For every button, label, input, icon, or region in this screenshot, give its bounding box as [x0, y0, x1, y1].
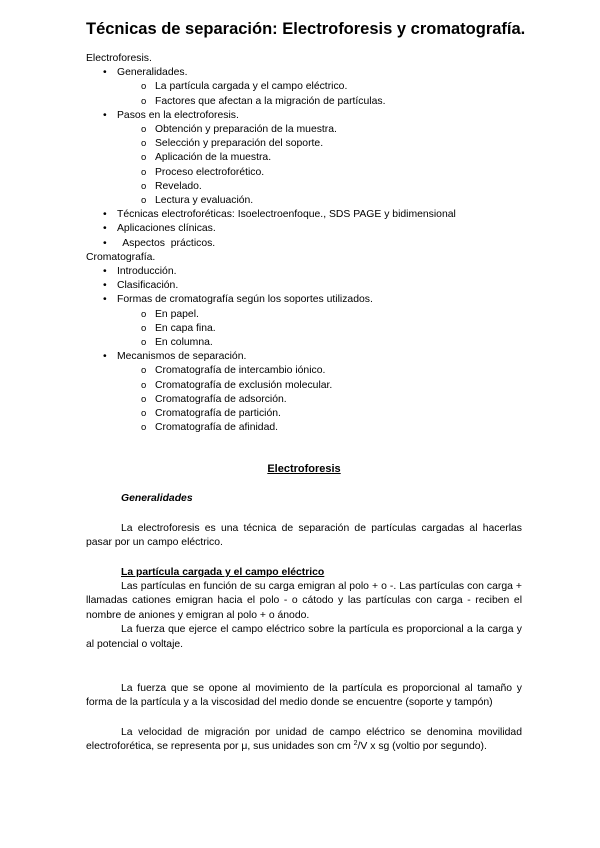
- toc-subitem: o La partícula cargada y el campo eléctrico.: [86, 80, 546, 94]
- toc-subitem: o Factores que afectan a la migración de partículas.: [86, 95, 546, 109]
- toc-subitem: o En capa fina.: [86, 322, 546, 336]
- toc-item: • Generalidades.: [86, 66, 546, 80]
- paragraph-text: /V x sg (voltio por segundo).: [357, 741, 487, 753]
- section-heading: Electroforesis: [267, 463, 341, 475]
- toc-subitem: o Lectura y evaluación.: [86, 194, 546, 208]
- paragraph: [86, 726, 522, 755]
- toc-subitem: o Obtención y preparación de la muestra.: [86, 123, 546, 137]
- toc-section-electroforesis: Electroforesis.: [86, 53, 152, 64]
- table-of-contents: [86, 52, 546, 435]
- paragraph: La fuerza que ejerce el campo eléctrico sobre la partícula es proporcional a la carga y al potencial o voltaje.: [86, 624, 522, 650]
- toc-subitem: o Proceso electroforético.: [86, 166, 546, 180]
- toc-subitem: o Cromatografía de intercambio iónico.: [86, 364, 546, 378]
- toc-item: • Pasos en la electroforesis.: [86, 109, 546, 123]
- paragraph: La fuerza que se opone al movimiento de la partícula es proporcional al tamaño y forma de la partícula y a la viscosidad del medio donde se encuentre (soporte y tampón): [86, 683, 522, 709]
- page-title: Técnicas de separación: Electroforesis y cromatografía.: [86, 20, 526, 38]
- toc-item: • Clasificación.: [86, 279, 546, 293]
- toc-subitem: o Cromatografía de exclusión molecular.: [86, 379, 546, 393]
- toc-subitem: o Selección y preparación del soporte.: [86, 137, 546, 151]
- toc-subitem: o En columna.: [86, 336, 546, 350]
- toc-section-cromatografia: Cromatografía.: [86, 251, 156, 263]
- toc-subitem: o Cromatografía de adsorción.: [86, 393, 546, 407]
- toc-subitem: o Cromatografía de partición.: [86, 407, 546, 421]
- toc-item: • Formas de cromatografía según los soportes utilizados.: [86, 293, 546, 307]
- toc-item: • Aplicaciones clínicas.: [86, 222, 546, 236]
- body-content: [86, 458, 522, 755]
- paragraph-text: La velocidad de migración por unidad de campo eléctrico se denomina movilidad electroforética, se representa por μ, sus unidades son cm: [86, 726, 522, 753]
- toc-subitem: o Aplicación de la muestra.: [86, 151, 546, 165]
- toc-subitem: o Revelado.: [86, 180, 546, 194]
- toc-subitem: o Cromatografía de afinidad.: [86, 421, 546, 435]
- toc-subitem: o En papel.: [86, 308, 546, 322]
- toc-item: • Aspectos prácticos.: [86, 237, 546, 251]
- toc-item: • Mecanismos de separación.: [86, 350, 546, 364]
- paragraph: Las partículas en función de su carga emigran al polo + o -. Las partículas con carga + llamadas cationes emigran hacia el polo - o cátodo y las partículas con carga - reciben el nombre de aniones y emigran al polo + o ánodo.: [86, 581, 522, 621]
- toc-item: • Técnicas electroforéticas: Isoelectroenfoque., SDS PAGE y bidimensional: [86, 208, 546, 222]
- subsection-heading: Generalidades: [121, 493, 193, 505]
- toc-item: • Introducción.: [86, 265, 546, 279]
- superscript: 2: [353, 740, 358, 748]
- paragraph: La electroforesis es una técnica de separación de partículas cargadas al hacerlas pasar por un campo eléctrico.: [86, 522, 522, 549]
- underlined-heading: La partícula cargada y el campo eléctrico: [121, 566, 325, 578]
